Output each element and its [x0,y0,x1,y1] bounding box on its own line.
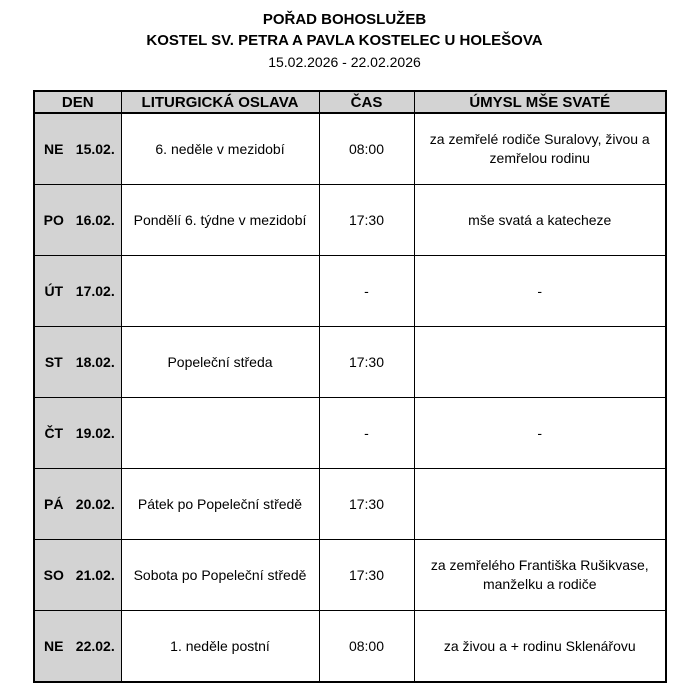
day-abbr: NE [44,638,64,654]
day-cell [34,113,121,185]
day-date: 21.02. [75,567,115,583]
day-date: 17.02. [75,283,115,299]
intention-cell: - [414,398,666,469]
time-cell: 17:30 [319,327,414,398]
table-row [34,611,666,683]
celebration-cell: Pátek po Popeleční středě [121,469,319,540]
time-cell: 08:00 [319,611,414,683]
church-name: KOSTEL SV. PETRA A PAVLA KOSTELEC U HOLEŠOVA [146,32,543,49]
celebration-cell: Popeleční středa [121,327,319,398]
time-cell: 17:30 [319,469,414,540]
time-cell: - [319,398,414,469]
day-cell [34,469,121,540]
column-header-2: LITURGICKÁ OSLAVA [121,91,319,113]
day-cell [34,611,121,683]
table-row [34,469,666,540]
celebration-cell: Sobota po Popeleční středě [121,540,319,611]
header-row [34,91,666,113]
time-cell: 17:30 [319,185,414,256]
day-date: 20.02. [75,496,115,512]
day-cell [34,256,121,327]
schedule-body [34,113,666,682]
day-date: 19.02. [75,425,115,441]
celebration-cell [121,398,319,469]
table-row [34,327,666,398]
table-row [34,256,666,327]
intention-cell: - [414,256,666,327]
column-header-1: DEN [34,91,121,113]
day-date: 15.02. [75,141,115,157]
intention-cell: za zemřelé rodiče Suralovy, živou a zemřelou rodinu [414,113,666,185]
day-abbr: NE [44,141,64,157]
date-range: 15.02.2026 - 22.02.2026 [268,54,421,70]
table-row [34,185,666,256]
intention-cell: mše svatá a katecheze [414,185,666,256]
schedule-table-head [34,91,666,113]
intention-cell: za živou a + rodinu Sklenářovu [414,611,666,683]
intention-cell: za zemřelého Františka Rušikvase, manželku a rodiče [414,540,666,611]
day-abbr: ST [44,354,63,370]
column-header-3: ČAS [319,91,414,113]
page-header [0,0,689,73]
day-abbr: ČT [44,425,64,441]
day-cell [34,398,121,469]
day-date: 18.02. [75,354,115,370]
day-date: 22.02. [75,638,115,654]
table-row [34,540,666,611]
day-abbr: ÚT [44,283,64,299]
schedule-table [33,90,667,683]
day-abbr: PÁ [44,496,64,512]
day-abbr: PO [43,212,64,228]
celebration-cell: 6. neděle v mezidobí [121,113,319,185]
day-date: 16.02. [75,212,115,228]
table-row [34,113,666,185]
day-cell [34,327,121,398]
day-cell [34,185,121,256]
time-cell: - [319,256,414,327]
celebration-cell: Pondělí 6. týdne v mezidobí [121,185,319,256]
day-cell [34,540,121,611]
intention-cell [414,327,666,398]
time-cell: 17:30 [319,540,414,611]
table-row [34,398,666,469]
day-abbr: SO [43,567,64,583]
intention-cell [414,469,666,540]
celebration-cell: 1. neděle postní [121,611,319,683]
celebration-cell [121,256,319,327]
page-title: POŘAD BOHOSLUŽEB [262,11,427,28]
time-cell: 08:00 [319,113,414,185]
column-header-4: ÚMYSL MŠE SVATÉ [414,91,666,113]
